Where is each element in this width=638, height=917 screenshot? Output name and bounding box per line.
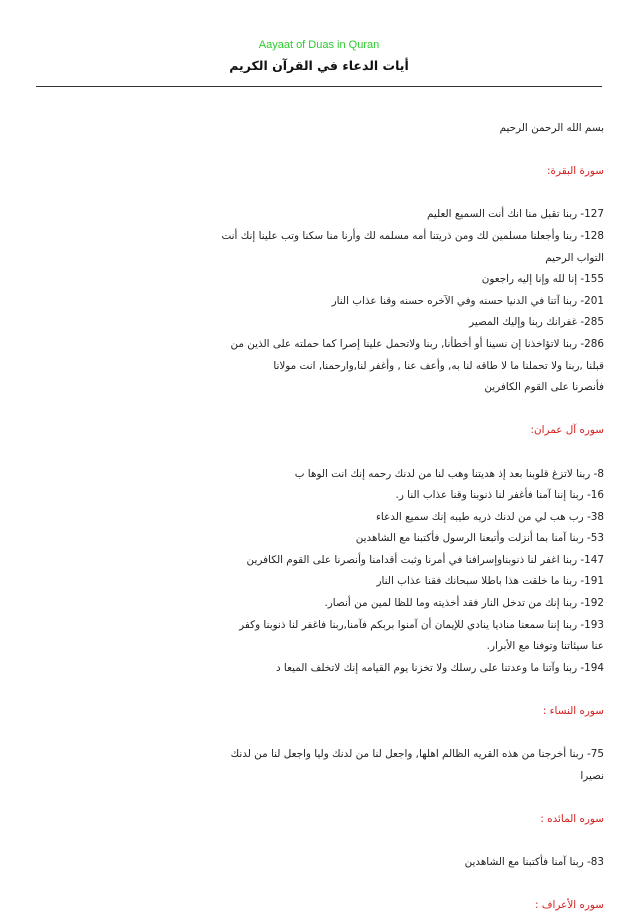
verse-line: 83- ربنا آمنا فأكتبنا مع الشاهدين — [464, 856, 604, 869]
spacer — [172, 183, 604, 205]
verse-line: 8- ربنا لاتزغ قلوبنا بعد إذ هديتنا وهب لنا من لدنك رحمه إنك انت الوها ب — [294, 467, 604, 480]
verse-line: 191- ربنا ما خلقت هذا باطلا سبحانك فقنا عذاب النار — [376, 575, 604, 588]
verse-line: 201- ربنا آتنا في الدنيا حسنه وفي الآخره حسنه وقنا عذاب النار — [331, 294, 604, 307]
spacer — [172, 442, 604, 464]
title-english: Aayaat of Duas in Quran — [258, 39, 380, 51]
verse-line: 127- ربنا تقبل منا انك أنت السميع العليم — [426, 208, 604, 221]
verse-line: 75- ربنا أخرجنا من هذه القريه الظالم اهلها, واجعل لنا من لدنك وليا واجعل لنا من لدنك — [230, 748, 604, 761]
sura-title-araf: سوره الأعراف : — [534, 899, 604, 912]
verse-line: عنا سيئاتنا وتوفنا مع الأبرار. — [486, 640, 604, 653]
sura-title-al-imran: سوره آل عمران: — [530, 424, 604, 437]
verse-line: 193- ربنا إننا سمعنا مناديا ينادي للإيمان أن آمنوا بربكم فآمنا,ربنا فاغفر لنا ذنوبنا وكفر — [239, 618, 604, 631]
spacer — [172, 874, 604, 896]
verse-line: 53- ربنا آمنا بما أنزلت وأتبعنا الرسول فأكتبنا مع الشاهدين — [355, 532, 604, 545]
spacer — [172, 831, 604, 853]
verse-line: 16- ربنا إننا آمنا فأغفر لنا ذنوبنا وقنا عذاب النا ر. — [395, 489, 604, 502]
verse-line: 147- ربنا اغفر لنا ذنوبناوإسرافنا في أمرنا وثبت أقدامنا وأنصرنا على القوم الكافرين — [246, 553, 604, 566]
verse-line: 192- ربنا إنك من تدخل النار فقد أخذيته وما للظا لمين من أنصار. — [324, 597, 604, 610]
verse-line: 285- غفرانك ربنا وإليك المصير — [469, 316, 604, 329]
spacer — [172, 723, 604, 745]
verse-line: 128- ربنا وأجعلنا مسلمين لك ومن ذريتنا أمه مسلمه لك وأرنا منا سكنا وتب علينا إنك أنت — [221, 229, 604, 242]
sura-title-baqarah: سورة البقرة: — [547, 165, 604, 178]
verse-line: 286- ربنا لاتؤاخذنا إن نسينا أو أخطأنا, ربنا ولاتحمل علينا إصرا كما حملته على الذين من — [230, 337, 604, 350]
verse-line: 194- ربنا وآتنا ما وعدتنا على رسلك ولا تخزنا يوم القيامه إنك لاتخلف الميعا د — [276, 661, 604, 674]
verse-line: فأنصرنا على القوم الكافرين — [484, 381, 604, 394]
spacer — [172, 679, 604, 701]
verse-line: 155- إنا لله وإنا إليه راجعون — [481, 273, 604, 286]
document-header — [0, 38, 638, 74]
document-body — [172, 118, 604, 917]
spacer — [172, 787, 604, 809]
header-divider — [36, 86, 602, 87]
spacer — [172, 399, 604, 421]
title-arabic: أيات الدعاء في القرآن الكريم — [229, 58, 409, 73]
sura-title-nisa: سوره النساء : — [542, 705, 604, 718]
verse-line: 38- رب هب لي من لدنك ذريه طيبه إنك سميع الدعاء — [376, 510, 604, 523]
basmala: بسم الله الرحمن الرحيم — [499, 122, 604, 134]
spacer — [172, 140, 604, 162]
verse-line: نصيرا — [580, 769, 604, 782]
sura-title-maidah: سوره المائده : — [540, 813, 604, 825]
verse-line: التواب الرحيم — [545, 251, 604, 264]
verse-line: قبلنا ,ربنا ولا تحملنا ما لا طاقه لنا به, وأعف عنا , وأغفر لنا,وارحمنا, انت مولانا — [273, 359, 604, 372]
